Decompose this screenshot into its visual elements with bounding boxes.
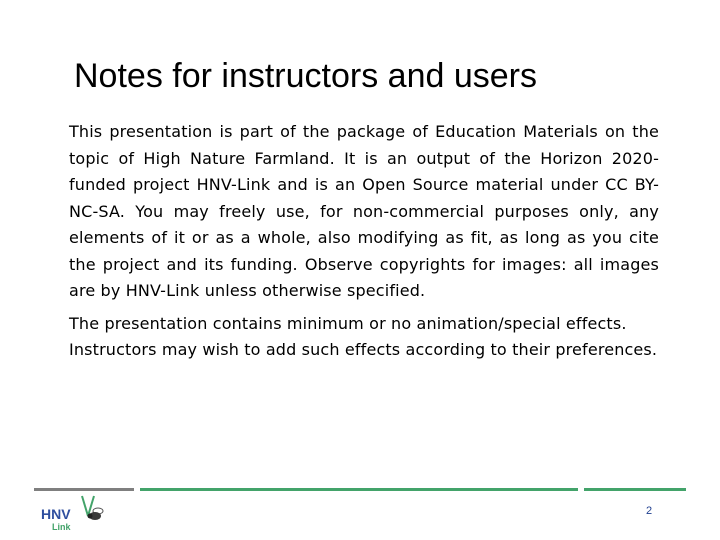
footer-divider-green-right [584,488,686,491]
logo-text-main: HNV [41,506,71,522]
slide-title: Notes for instructors and users [74,57,537,95]
slide-body [69,119,659,370]
footer-divider-green [140,488,578,491]
hnv-link-logo [38,494,118,532]
footer-divider-gray [34,488,134,491]
body-paragraph-2: The presentation contains minimum or no animation/special effects. Instructors may wish to add such effects according to their preferences. [69,313,658,359]
page-number: 2 [646,505,653,517]
logo-text-sub: Link [52,522,71,532]
bee-logo-icon [82,496,103,520]
body-paragraph-1: This presentation is part of the package of Education Materials on the topic of High Nature Farmland. It is an output of the Horizon 2020-funded project HNV-Link and is an Open Source material under CC BY-NC-SA. You may freely use, for non-commercial purposes only, any elements of it or as a whole, also modifying as fit, as long as you cite the project and its funding. Observe copyrights for images: all images are by HNV-Link unless otherwise specified. [69,122,659,300]
